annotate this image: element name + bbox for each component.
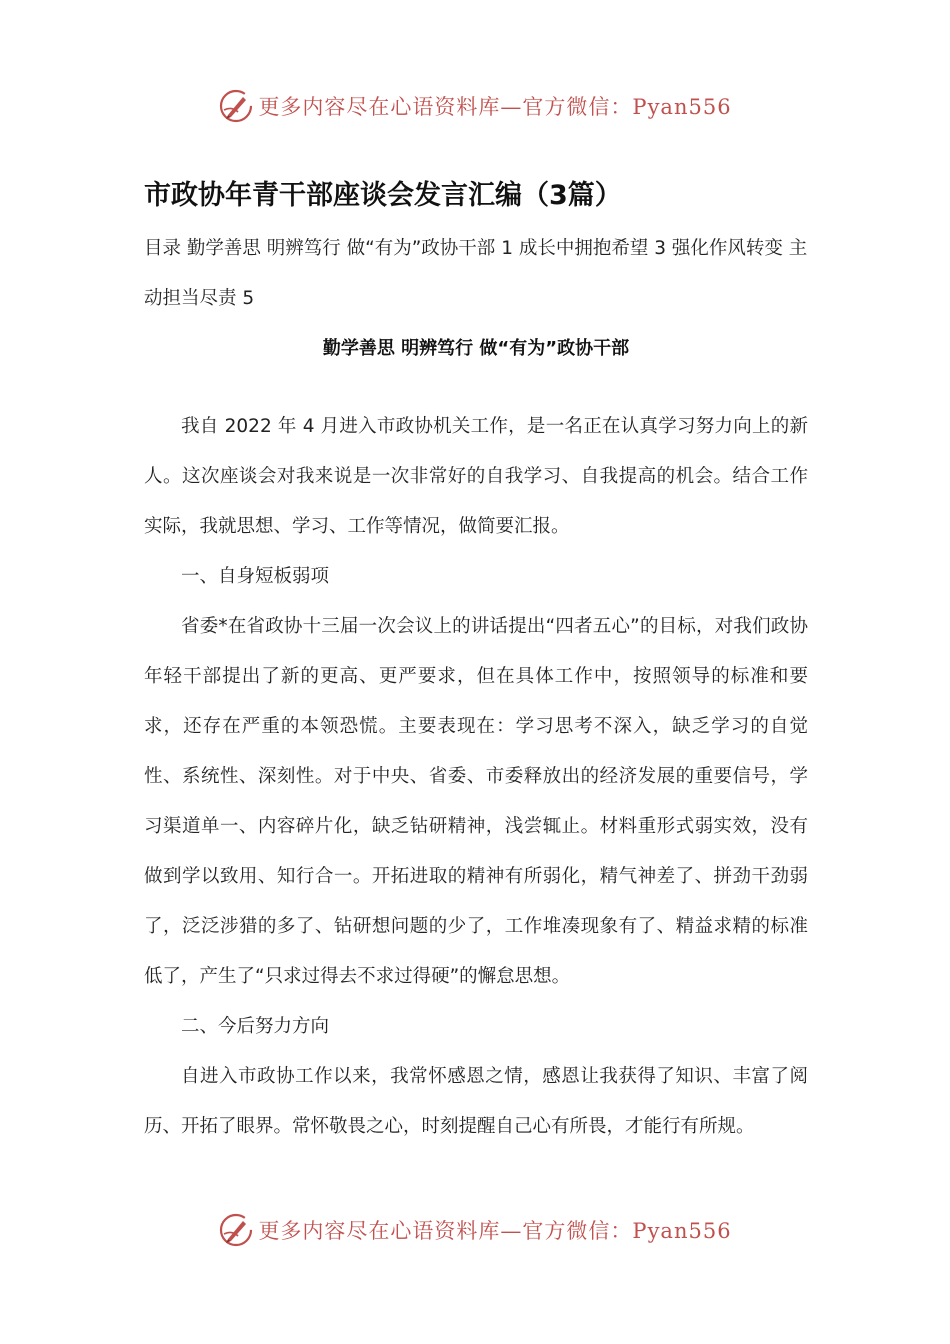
pen-circle-logo-icon — [218, 88, 254, 124]
banner-text: 更多内容尽在心语资料库—官方微信：Pyan556 — [258, 95, 732, 119]
section-subheading: 二、今后努力方向 — [181, 1016, 330, 1037]
pen-circle-logo-icon — [218, 1212, 254, 1248]
paragraph: 我自 2022 年 4 月进入市政协机关工作，是一名正在认真学习努力向上的新人。这次座谈会对我来说是一次非常好的自我学习、自我提高的机会。结合工作实际，我就思想、学习、工作等情况，做简要汇报。 — [144, 416, 808, 537]
section-subheading: 一、自身短板弱项 — [181, 566, 330, 587]
paragraph: 省委*在省政协十三届一次会议上的讲话提出“四者五心”的目标，对我们政协年轻干部提出了新的更高、更严要求，但在具体工作中，按照领导的标准和要求，还存在严重的本领恐慌。主要表现在：学习思考不深入，缺乏学习的自觉性、系统性、深刻性。对于中央、省委、市委释放出的经济发展的重要信号，学习渠道单一、内容碎片化，缺乏钻研精神，浅尝辄止。材料重形式弱实效，没有做到学以致用、知行合一。开拓进取的精神有所弱化，精气神差了、拼劲干劲弱了，泛泛涉猎的多了、钻研想问题的少了，工作堆凑现象有了、精益求精的标准低了，产生了“只求过得去不求过得硬”的懈怠思想。 — [144, 616, 808, 987]
footer-watermark-banner — [0, 1208, 950, 1252]
banner-text: 更多内容尽在心语资料库—官方微信：Pyan556 — [258, 1219, 732, 1243]
document-title: 市政协年青干部座谈会发言汇编（3篇） — [144, 180, 622, 211]
table-of-contents: 目录 勤学善思 明辨笃行 做“有为”政协干部 1 成长中拥抱希望 3 强化作风转变 主动担当尽责 5 — [144, 238, 808, 309]
paragraph: 自进入市政协工作以来，我常怀感恩之情，感恩让我获得了知识、丰富了阅历、开拓了眼界。常怀敬畏之心，时刻提醒自己心有所畏，才能行有所规。 — [144, 1066, 808, 1137]
header-watermark-banner — [0, 84, 950, 128]
section-heading: 勤学善思 明辨笃行 做“有为”政协干部 — [322, 338, 630, 359]
document-body — [144, 168, 808, 1152]
